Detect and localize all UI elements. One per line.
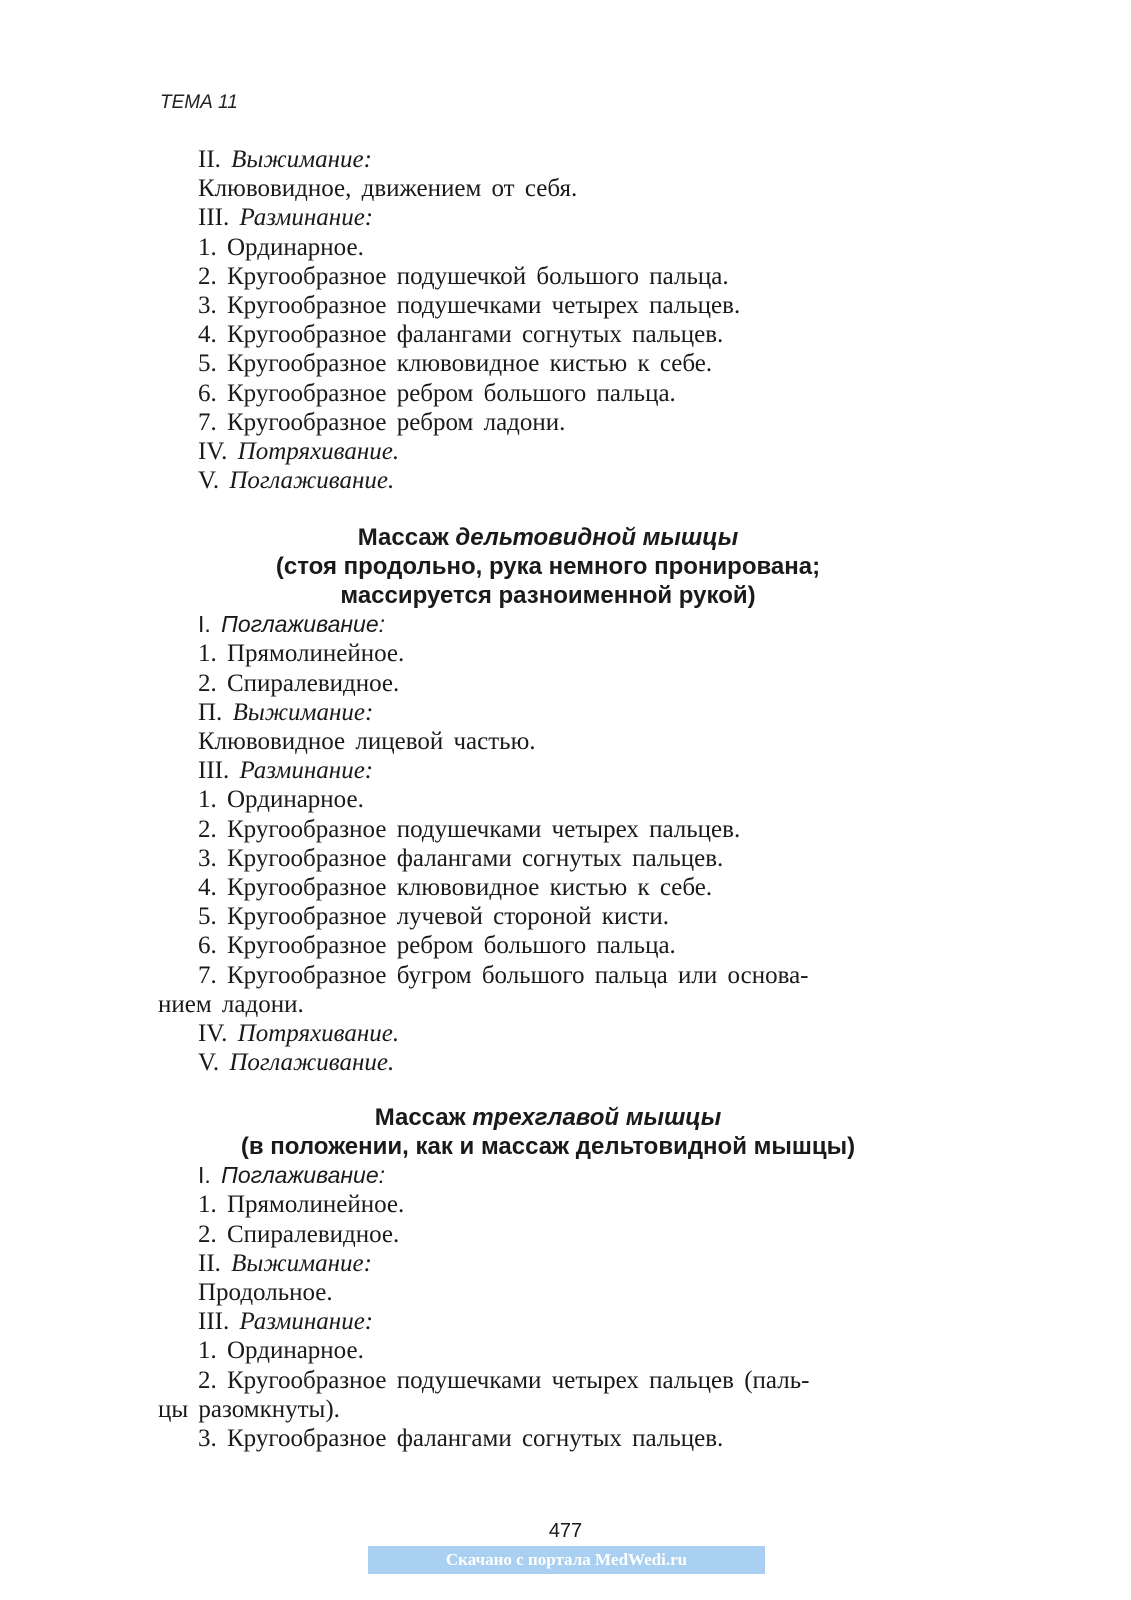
section-heading <box>158 203 938 232</box>
list-item: 2. Спиралевидное. <box>198 1220 400 1248</box>
list-item: 1. Ординарное. <box>198 786 364 814</box>
list-item-continuation: нием ладони. <box>158 990 304 1018</box>
subsection-title <box>158 1103 938 1132</box>
list-item: 4. Кругообразное клювовидное кистью к себе. <box>198 873 713 901</box>
section-number: II. <box>198 1249 221 1277</box>
section-heading <box>158 466 938 495</box>
title-plain: Массаж <box>374 1104 473 1132</box>
page-content <box>158 145 938 1453</box>
list-item: 6. Кругообразное ребром большого пальца. <box>198 379 676 407</box>
title-plain: Массаж <box>357 524 456 552</box>
section-number: V. <box>198 467 220 495</box>
list-item-continuation: цы разомкнуты). <box>158 1395 340 1423</box>
section-number: II. <box>198 146 221 173</box>
subsection-subtitle: массируется разноименной рукой) <box>340 582 756 610</box>
section-number: IV. <box>198 1019 228 1047</box>
title-italic: дельтовидной мышцы <box>455 524 739 552</box>
section-number: I. <box>198 611 211 638</box>
section-heading <box>158 1161 938 1190</box>
section-title: Потряхивание. <box>237 437 400 465</box>
section-heading <box>158 756 938 785</box>
section-title: Выжимание: <box>231 1249 372 1277</box>
list-item: 1. Прямолинейное. <box>198 1191 405 1219</box>
paragraph: Клювовидное лицевой частью. <box>198 728 536 755</box>
list-item: 2. Спиралевидное. <box>198 669 400 697</box>
list-item: 1. Ординарное. <box>198 233 364 261</box>
subsection-title <box>158 523 938 552</box>
section-title: Поглаживание: <box>221 611 386 638</box>
section-heading <box>158 698 938 727</box>
list-item: 2. Кругообразное подушечками четырех пальцев. <box>198 815 741 843</box>
list-item: 3. Кругообразное фалангами согнутых пальцев. <box>198 1424 724 1452</box>
download-banner: Скачано с портала MedWedi.ru <box>368 1546 765 1574</box>
list-item: 6. Кругообразное ребром большого пальца. <box>198 932 676 960</box>
section-heading <box>158 1307 938 1336</box>
section-heading <box>158 145 938 174</box>
section-heading <box>158 1249 938 1278</box>
section-title: Выжимание: <box>231 146 372 173</box>
section-number: III. <box>198 1308 230 1336</box>
page-number: 477 <box>548 1520 583 1542</box>
section-title: Поглаживание. <box>229 1049 395 1077</box>
section-number: I. <box>198 1162 211 1189</box>
list-item: 7. Кругообразное бугром большого пальца или основа- <box>198 961 809 989</box>
section-title: Выжимание: <box>232 698 374 726</box>
subsection-subtitle: (в положении, как и массаж дельтовидной мышцы) <box>240 1133 856 1161</box>
list-item: 5. Кругообразное клювовидное кистью к себе. <box>198 350 713 378</box>
title-italic: трехглавой мышцы <box>472 1104 722 1132</box>
paragraph: Продольное. <box>198 1279 333 1306</box>
list-item: 7. Кругообразное ребром ладони. <box>198 408 566 436</box>
list-item: 1. Прямолинейное. <box>198 640 405 668</box>
running-header: ТЕМА 11 <box>160 92 238 113</box>
section-number: III. <box>198 757 230 785</box>
section-number: П. <box>198 698 223 726</box>
section-title: Поглаживание. <box>229 467 395 495</box>
section-title: Разминание: <box>239 1308 374 1336</box>
list-item: 3. Кругообразное фалангами согнутых пальцев. <box>198 844 724 872</box>
list-item: 4. Кругообразное фалангами согнутых пальцев. <box>198 321 724 349</box>
section-heading <box>158 610 938 639</box>
section-title: Разминание: <box>239 204 374 232</box>
list-item: 5. Кругообразное лучевой стороной кисти. <box>198 903 669 931</box>
section-heading <box>158 1019 938 1048</box>
section-title: Разминание: <box>239 757 374 785</box>
list-item: 3. Кругообразное подушечками четырех пальцев. <box>198 291 741 319</box>
list-item: 1. Ординарное. <box>198 1337 364 1365</box>
section-number: V. <box>198 1049 220 1077</box>
section-number: III. <box>198 204 230 232</box>
section-heading <box>158 1048 938 1077</box>
section-heading <box>158 437 938 466</box>
list-item: 2. Кругообразное подушечками четырех пальцев (паль- <box>198 1366 810 1394</box>
paragraph: Клювовидное, движением от себя. <box>198 175 578 203</box>
section-title: Потряхивание. <box>237 1019 400 1047</box>
section-number: IV. <box>198 437 228 465</box>
list-item: 2. Кругообразное подушечкой большого пальца. <box>198 262 729 290</box>
subsection-subtitle: (стоя продольно, рука немного пронирована; <box>275 553 821 581</box>
section-title: Поглаживание: <box>221 1162 386 1189</box>
